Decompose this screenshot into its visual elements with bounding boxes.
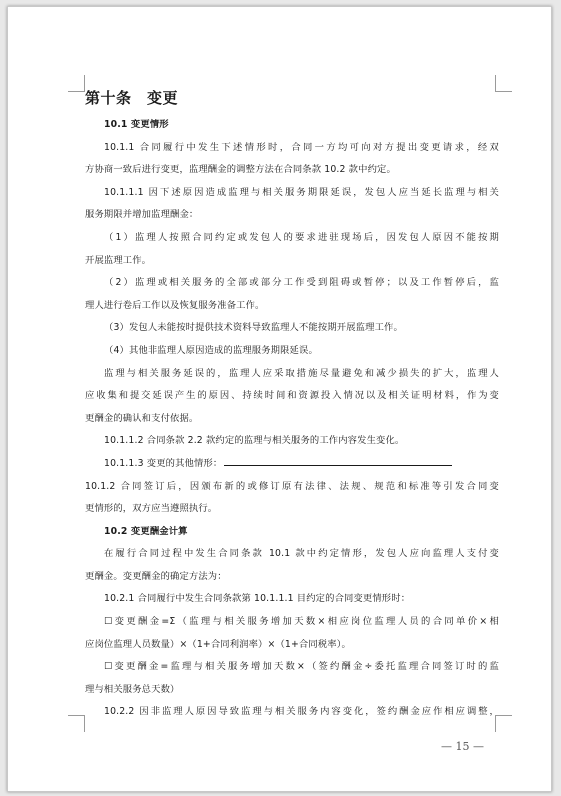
text-line <box>85 159 499 182</box>
line-text: 应收集和提交延误产生的原因、持续时间和资源投入情况以及相关证明材料，作为变 <box>85 390 499 402</box>
line-text: 10.1.1.1 因下述原因造成监理与相关服务期限延误，发包人应当延长监理与相关 <box>104 186 499 198</box>
section-heading <box>85 114 499 137</box>
crop-mark-top-left <box>68 75 85 92</box>
line-text: 10.1.1 合同履行中发生下述情形时，合同一方均可向对方提出变更请求，经双 <box>104 141 499 153</box>
line-text: 10.1.1.3 变更的其他情形： <box>104 457 223 469</box>
text-line <box>85 498 499 521</box>
line-text: 开展监理工作。 <box>85 254 152 266</box>
line-text: 理与相关服务总天数） <box>85 683 180 695</box>
line-text: 10.2.2 因非监理人原因导致监理与相关服务内容变化，签约酬金应作相应调整， <box>104 706 499 718</box>
article-title: 第十条 变更 <box>85 89 179 107</box>
document-page <box>7 6 552 792</box>
crop-mark-bottom-left <box>68 715 85 732</box>
page-number: — 15 — <box>441 740 484 753</box>
line-text: （1）监理人按照合同约定或发包人的要求进驻现场后，因发包人原因不能按期 <box>104 231 499 243</box>
text-line <box>85 204 499 227</box>
section-heading <box>85 521 499 544</box>
text-line <box>85 453 499 476</box>
text-line <box>85 656 499 679</box>
text-line <box>85 588 499 611</box>
text-line <box>85 340 499 363</box>
line-text: 10.1.1.2 合同条款 2.2 款约定的监理与相关服务的工作内容发生变化。 <box>104 435 405 447</box>
line-text: ☐变更酬金=Σ（监理与相关服务增加天数×相应岗位监理人员的合同单价×相 <box>104 616 499 628</box>
text-line <box>85 272 499 295</box>
text-line <box>85 250 499 273</box>
line-text: 在履行合同过程中发生合同条款 10.1 款中约定情形，发包人应向监理人支付变 <box>104 548 499 560</box>
text-line <box>85 385 499 408</box>
text-line <box>85 611 499 634</box>
line-text: 理人进行卷后工作以及恢复服务准备工作。 <box>85 299 265 311</box>
text-line <box>85 701 499 724</box>
text-line <box>85 317 499 340</box>
text-line <box>85 182 499 205</box>
line-text: 更酬金。变更酬金的确定方法为： <box>85 570 227 582</box>
line-text: （3）发包人未能按时提供技术资料导致监理人不能按期开展监理工作。 <box>104 322 403 334</box>
line-text: ☐变更酬金=监理与相关服务增加天数×（签约酬金÷委托监理合同签订时的监 <box>104 661 499 673</box>
text-line <box>85 634 499 657</box>
line-text: 更酬金的确认和支付依据。 <box>85 412 199 424</box>
line-text: 方协商一致后进行变更，监理酬金的调整方法在合同条款 10.2 款中约定。 <box>85 164 396 176</box>
line-text: 10.1.2 合同签订后，因颁布新的或修订原有法律、法规、规范和标准等引发合同变 <box>85 480 499 492</box>
line-text: 服务期限并增加监理酬金： <box>85 209 199 221</box>
text-line <box>85 408 499 431</box>
text-line <box>85 566 499 589</box>
line-text: 10.2 变更酬金计算 <box>104 525 188 537</box>
fill-in-blank <box>224 453 452 466</box>
line-text: （4）其他非监理人原因造成的监理服务期限延误。 <box>104 344 318 356</box>
text-line <box>85 476 499 499</box>
text-line <box>85 543 499 566</box>
page-body <box>85 87 499 724</box>
line-text: （2）监理或相关服务的全部或部分工作受到阻碍或暂停；以及工作暂停后，监 <box>104 277 499 289</box>
text-line <box>85 430 499 453</box>
text-line <box>85 363 499 386</box>
text-line <box>85 227 499 250</box>
line-text: 应岗位监理人员数量）×（1+合同利润率）×（1+合同税率）。 <box>85 638 351 650</box>
paragraph-lines <box>85 114 499 724</box>
line-text: 监理与相关服务延误的，监理人应采取措施尽量避免和减少损失的扩大，监理人 <box>104 367 499 379</box>
text-line <box>85 679 499 702</box>
text-line <box>85 137 499 160</box>
line-text: 10.2.1 合同履行中发生合同条款第 10.1.1.1 目约定的合同变更情形时： <box>104 593 411 605</box>
line-text: 10.1 变更情形 <box>104 119 169 130</box>
line-text: 更情形的，双方应当遵照执行。 <box>85 503 218 515</box>
text-line <box>85 295 499 318</box>
